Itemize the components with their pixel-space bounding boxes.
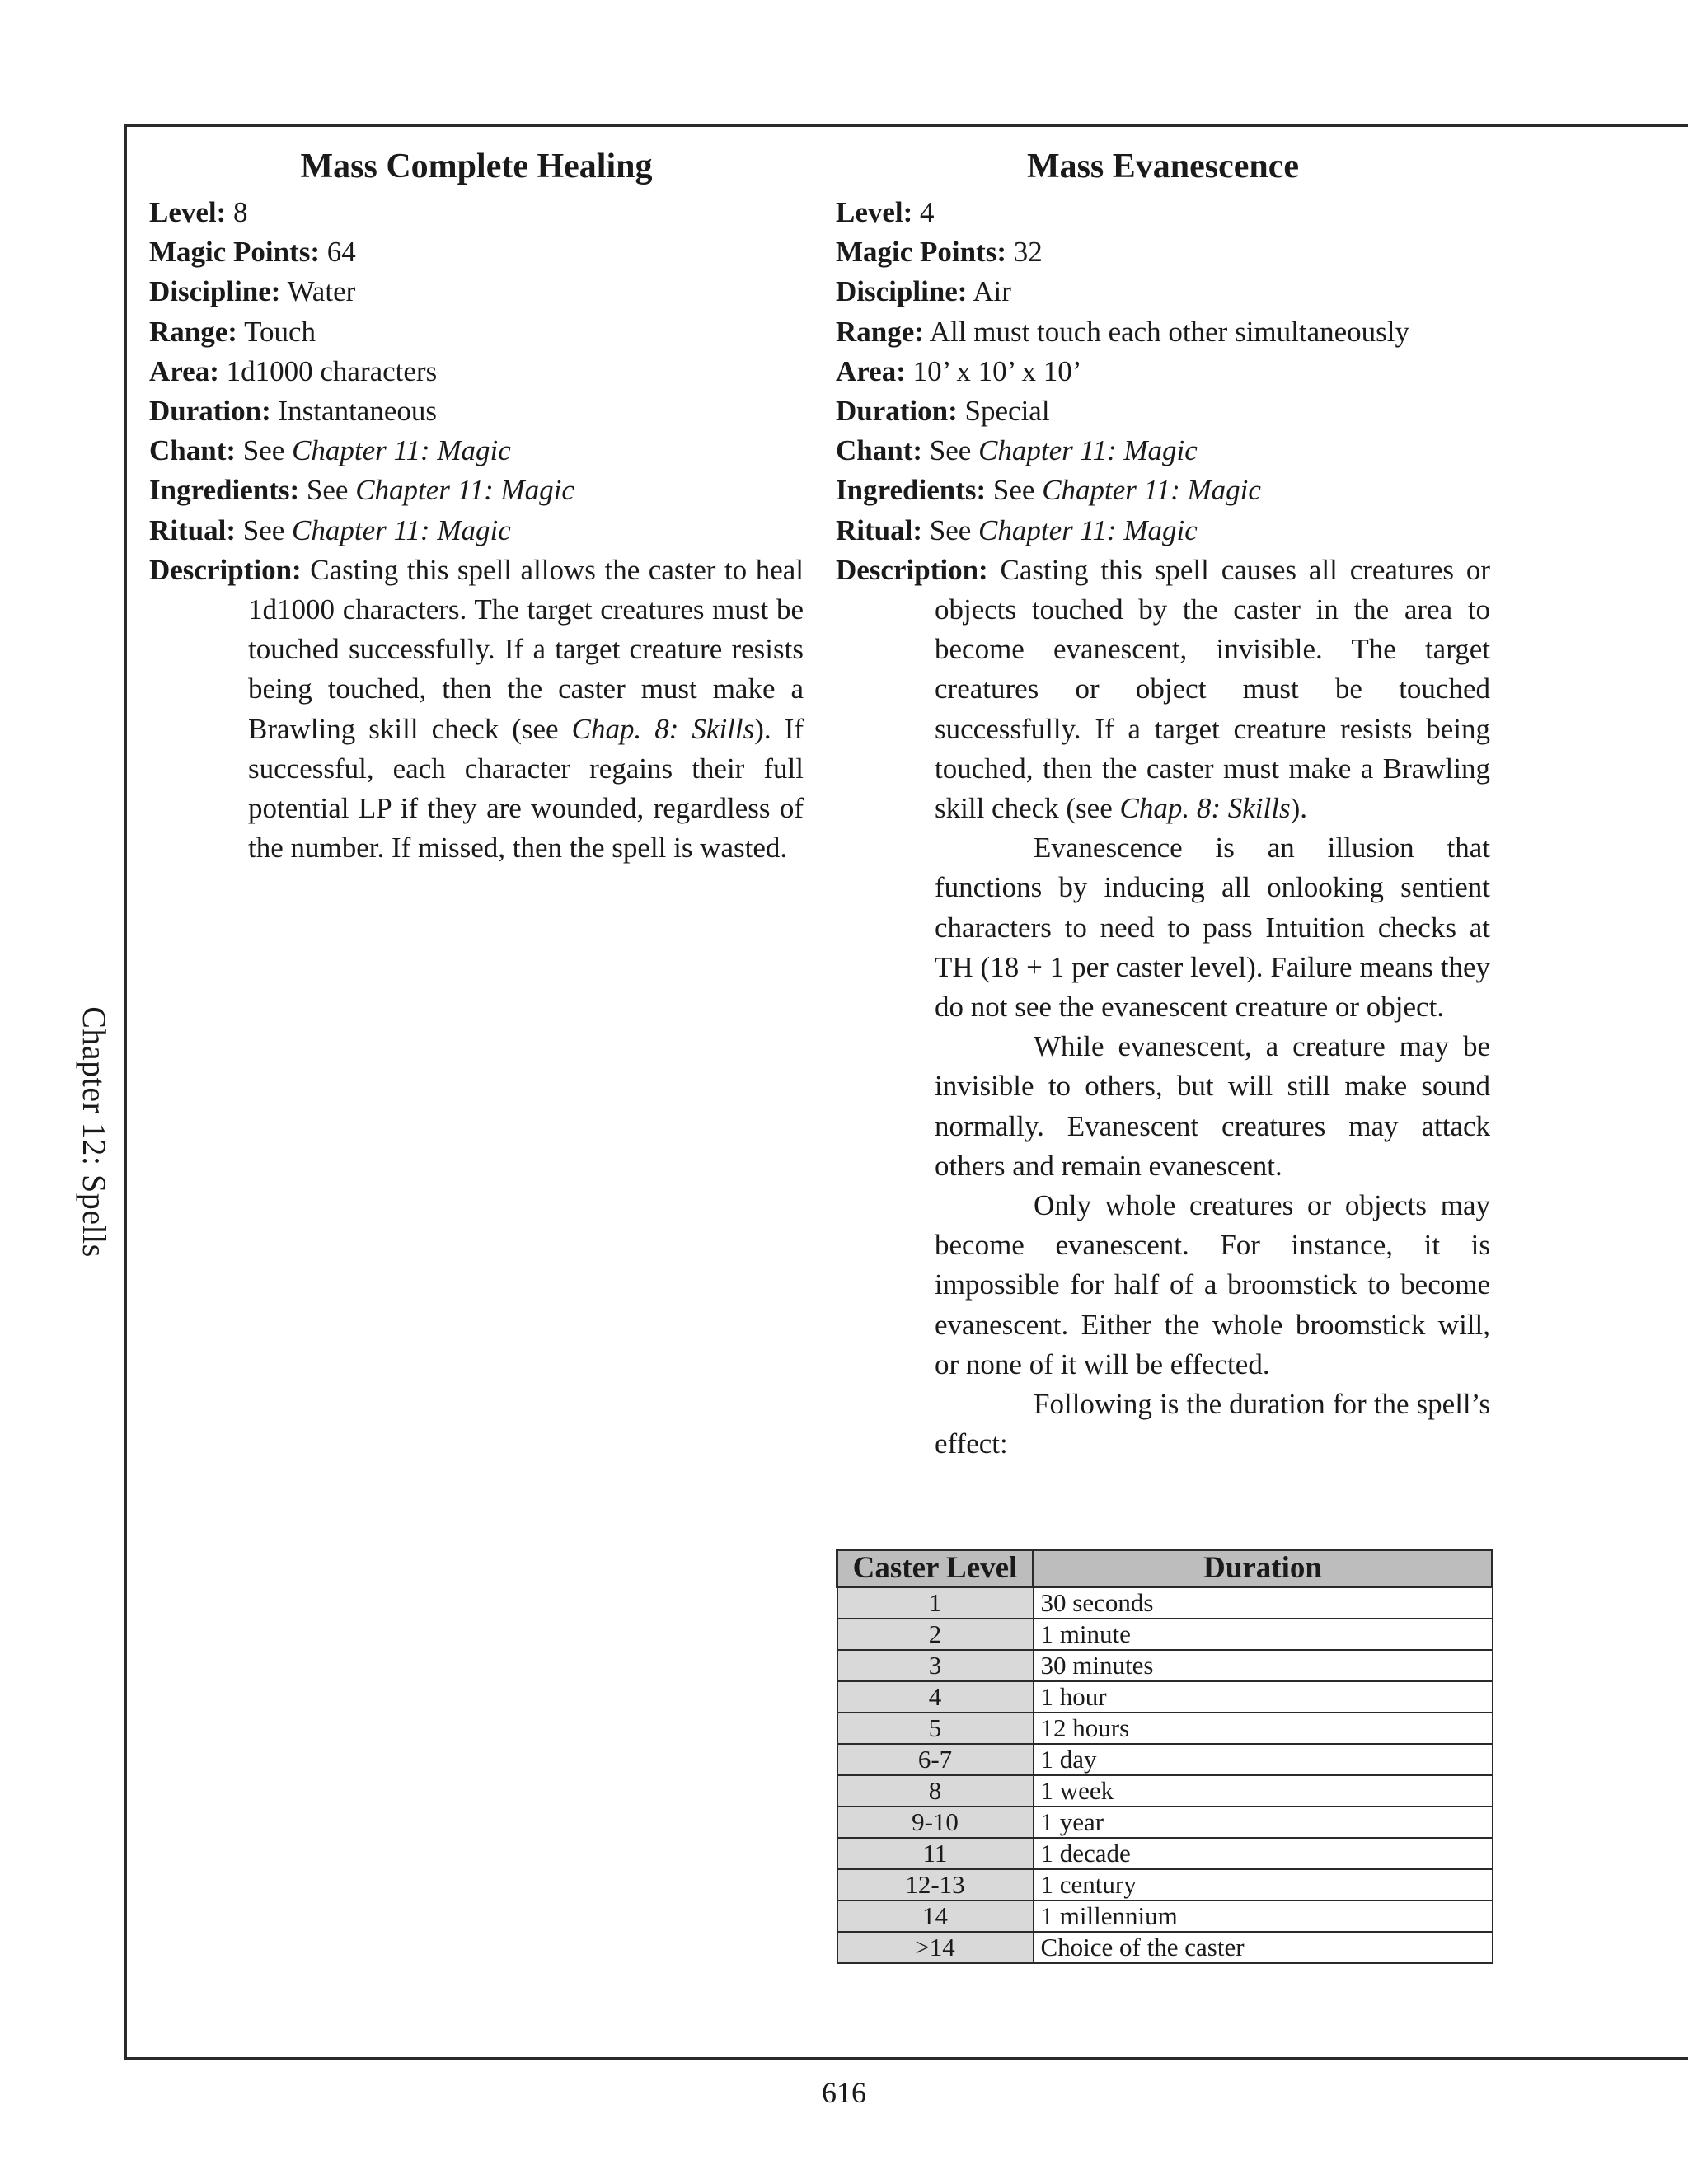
duration-cell: 30 seconds [1034,1587,1493,1619]
stat-duration: Duration: Instantaneous [149,395,437,428]
stat-magic-points: Magic Points: 64 [149,236,356,269]
table-row [837,1681,1493,1713]
stat-chant: Chant: See Chapter 11: Magic [149,434,511,467]
stat-ingredients: Ingredients: See Chapter 11: Magic [836,474,1261,507]
spell-left [149,142,804,868]
caster-level-cell: >14 [837,1932,1034,1963]
table-header-row [837,1550,1493,1587]
table-row [837,1713,1493,1744]
caster-level-cell: 1 [837,1587,1034,1619]
duration-cell: Choice of the caster [1034,1932,1493,1963]
duration-cell: 1 year [1034,1807,1493,1838]
table-row [837,1650,1493,1681]
duration-cell: 12 hours [1034,1713,1493,1744]
spell-description: Description: Casting this spell allows the caster to heal 1d1000 characters. The target creatures must be touched successfully. If a target creature resists being touched, then the caster must make a Brawling skill check (see Chap. 8: Skills). If successful, each character regains their full potential LP if they are wounded, regardless of the number. If missed, then the spell is wasted. [149,553,804,865]
caster-level-cell: 3 [837,1650,1034,1681]
header-caster-level: Caster Level [837,1550,1034,1587]
caster-level-cell: 12-13 [837,1869,1034,1900]
duration-cell: 1 decade [1034,1838,1493,1869]
chapter-sidebar [45,975,143,1288]
stat-magic-points: Magic Points: 32 [836,236,1043,269]
table-row [837,1869,1493,1900]
stat-level: Level: 8 [149,196,248,228]
stat-level: Level: 4 [836,196,935,228]
caster-level-cell: 4 [837,1681,1034,1713]
duration-cell: 1 minute [1034,1619,1493,1650]
spell-title: Mass Complete Healing [300,148,653,185]
duration-cell: 1 week [1034,1775,1493,1807]
spell-right [836,142,1490,1465]
stat-ingredients: Ingredients: See Chapter 11: Magic [149,474,574,507]
stat-ritual: Ritual: See Chapter 11: Magic [836,513,1198,546]
description-paragraph: Following is the duration for the spell’s effect: [935,1388,1490,1460]
stat-discipline: Discipline: Air [836,275,1011,308]
table-row [837,1807,1493,1838]
caster-level-cell: 14 [837,1900,1034,1932]
stat-area: Area: 1d1000 characters [149,354,438,387]
duration-cell: 1 millennium [1034,1900,1493,1932]
stat-chant: Chant: See Chapter 11: Magic [836,434,1198,467]
table-row [837,1619,1493,1650]
caster-level-cell: 8 [837,1775,1034,1807]
table-row [837,1838,1493,1869]
duration-cell: 1 century [1034,1869,1493,1900]
table-row [837,1932,1493,1963]
caster-level-cell: 11 [837,1838,1034,1869]
table-row [837,1744,1493,1775]
page-number: 616 [822,2076,866,2109]
stat-range: Range: All must touch each other simultaneously [836,315,1410,348]
duration-table [836,1549,1493,1964]
duration-cell: 30 minutes [1034,1650,1493,1681]
duration-cell: 1 day [1034,1744,1493,1775]
description-paragraph: Evanescence is an illusion that functions by inducing all onlooking sentient characters to need to pass Intuition checks at TH (18 + 1 per caster level). Failure means they do not see the evanescent creature or object. [935,832,1490,1024]
header-duration: Duration [1034,1550,1493,1587]
caster-level-cell: 5 [837,1713,1034,1744]
description-paragraph: Only whole creatures or objects may become evanescent. For instance, it is impossible for half of a broomstick to become evanescent. Either the whole broomstick will, or none of it will be effected. [935,1189,1490,1380]
spell-title: Mass Evanescence [1026,148,1300,185]
caster-level-cell: 6-7 [837,1744,1034,1775]
description-paragraph: While evanescent, a creature may be invisible to others, but will still make sound normally. Evanescent creatures may attack others and remain evanescent. [935,1030,1490,1182]
table-row [837,1587,1493,1619]
stat-ritual: Ritual: See Chapter 11: Magic [149,513,511,546]
table-row [837,1775,1493,1807]
spell-description: Description: Casting this spell causes all creatures or objects touched by the caster in the area to become evanescent, invisible. The target creatures or object must be touched successfully. If a target creature resists being touched, then the caster must make a Brawling skill check (see Chap. 8: Skills). [836,553,1490,825]
stat-duration: Duration: Special [836,395,1050,428]
chapter-label: Chapter 12: Spells [75,1005,113,1258]
caster-level-cell: 2 [837,1619,1034,1650]
stat-range: Range: Touch [149,315,316,348]
stat-area: Area: 10’ x 10’ x 10’ [836,354,1082,387]
stat-discipline: Discipline: Water [149,275,356,308]
caster-level-cell: 9-10 [837,1807,1034,1838]
duration-cell: 1 hour [1034,1681,1493,1713]
table-row [837,1900,1493,1932]
